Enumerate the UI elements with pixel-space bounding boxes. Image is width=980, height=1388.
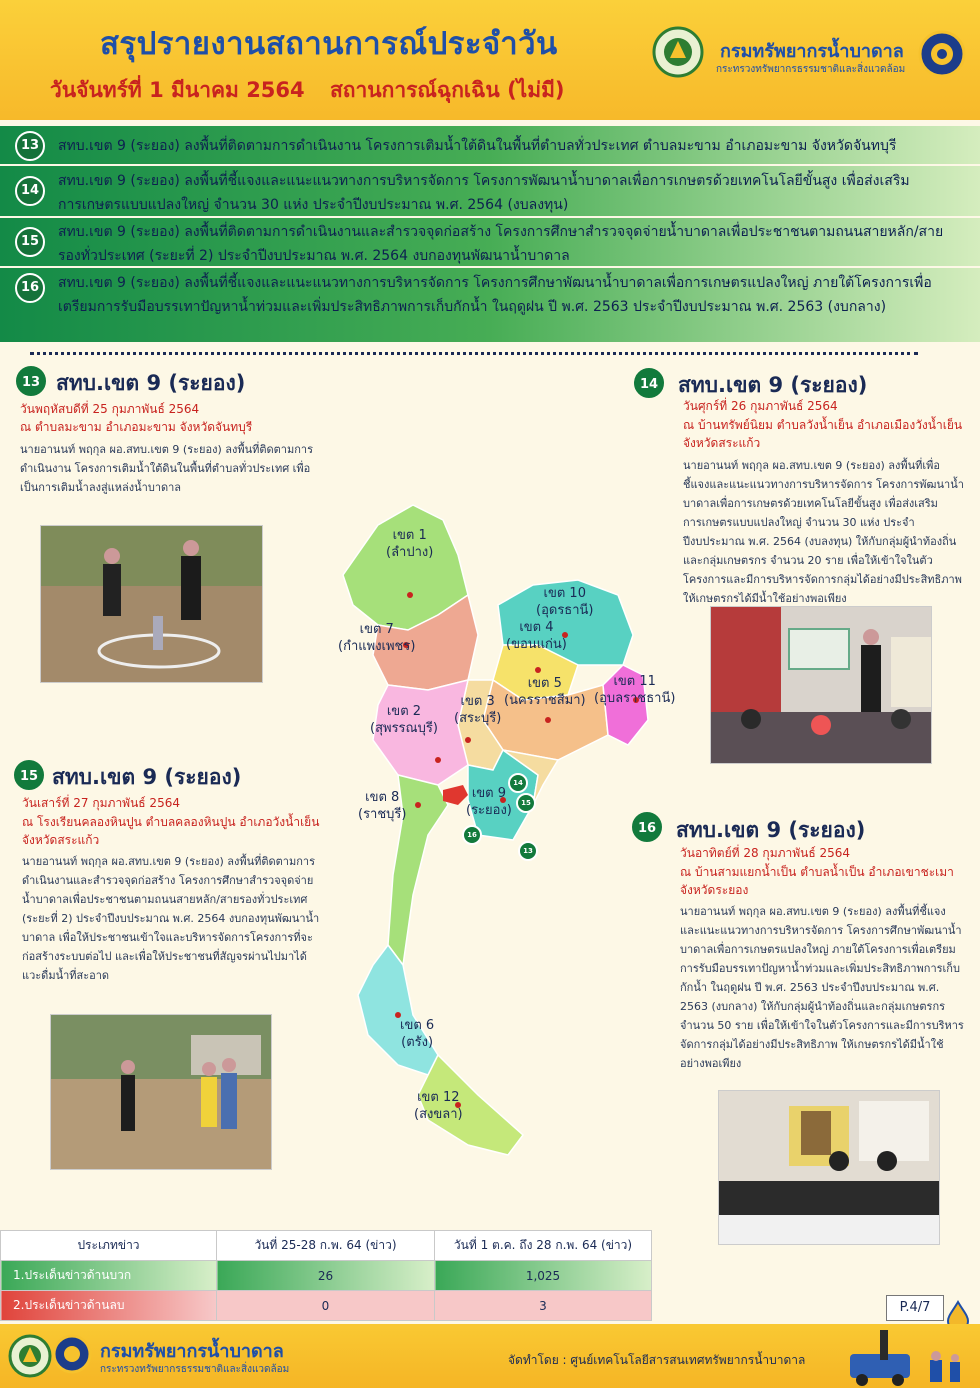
item-text: สทบ.เขต 9 (ระยอง) ลงพื้นที่ติดตามการดำเนินงาน โครงการเติมน้ำใต้ดินในพื้นที่ตำบลทั่วประเทศ ตำบลมะขาม อำเภอมะขาม จังหวัดจันทบุรี: [58, 138, 897, 154]
map-marker-15: 15: [516, 793, 536, 813]
footer-org-ministry: กระทรวงทรัพยากรธรรมชาติและสิ่งแวดล้อม: [100, 1364, 290, 1375]
section-number-badge: 14: [632, 366, 666, 400]
map-label-zone-8: เขต 8 (ราชบุรี): [358, 790, 407, 822]
ministry-emblem-icon: [52, 1332, 92, 1376]
news-item-16: [0, 268, 980, 344]
item-number-badge: 13: [15, 131, 45, 161]
news-item-15: [0, 218, 980, 268]
item-text: สทบ.เขต 9 (ระยอง) ลงพื้นที่ชี้แจงและแนะแนวทางการบริหารจัดการ โครงการพัฒนาน้ำบาดาลเพื่อการเกษตรด้วยเทคโนโลยีขั้นสูง เพื่อส่งเสริมการเกษตรแบบแปลงใหญ่ จำนวน 30 แห่ง ประจำปีงบประมาณ พ.ศ. 2564 (งบลงทุน): [58, 173, 910, 213]
map-label-zone-11: เขต 11 (อุบลราชธานี): [594, 674, 676, 706]
section-title: สทบ.เขต 9 (ระยอง): [56, 371, 246, 395]
section-date: วันศุกร์ที่ 26 กุมภาพันธ์ 2564: [683, 399, 838, 413]
section-title: สทบ.เขต 9 (ระยอง): [678, 373, 868, 397]
table-header-cell: วันที่ 25-28 ก.พ. 64 (ข่าว): [217, 1231, 435, 1261]
map-label-zone-12: เขต 12 (สงขลา): [414, 1090, 463, 1122]
section-number-badge: 16: [630, 810, 664, 844]
map-label-zone-2: เขต 2 (สุพรรณบุรี): [370, 704, 438, 736]
item-number-badge: 16: [15, 273, 45, 303]
item-number-badge: 15: [15, 227, 45, 257]
divider: [30, 352, 918, 355]
photo-groundwater-site: [40, 525, 263, 683]
section-body: นายอานนท์ พฤกุล ผอ.สทบ.เขต 9 (ระยอง) ลงพื้นที่เพื่อชี้แจงและแนะแนวทางการบริหารจัดการ โครงการพัฒนาน้ำบาดาลเพื่อการเกษตรด้วยเทคโนโลยีขั้นสูง เพื่อส่งเสริมการเกษตรแบบแปลงใหญ่ จำนวน 30 แห่ง ประจำปีงบประมาณ พ.ศ. 2564 (งบลงทุน) ให้กับกลุ่มผู้นำท้องถิ่น และกลุ่มเกษตรกร จำนวน 20 ราย เพื่อให้เข้าใจในตัวโครงการและมีการบริหารจัดการกลุ่มได้อย่างมีประสิทธิภาพ ให้เกษตรกรได้มีน้ำใช้อย่างพอเพียง: [683, 459, 964, 605]
photo-meeting-14: [710, 606, 932, 764]
map-label-zone-10: เขต 10 (อุดรธานี): [536, 586, 594, 618]
report-date-line: [50, 74, 583, 107]
thailand-groundwater-region-map: [318, 495, 676, 1165]
org-ministry: กระทรวงทรัพยากรธรรมชาติและสิ่งแวดล้อม: [716, 64, 906, 75]
header: [0, 0, 980, 120]
news-stats-table: [0, 1230, 652, 1321]
section-date: วันเสาร์ที่ 27 กุมภาพันธ์ 2564: [22, 796, 180, 810]
section-body: นายอานนท์ พฤกุล ผอ.สทบ.เขต 9 (ระยอง) ลงพื้นที่ชี้แจงและแนะแนวทางการบริหารจัดการ โครงการศึกษาพัฒนาน้ำบาดาลเพื่อการเกษตรแปลงใหญ่ ภายใต้โครงการเพื่อเตรียมการรับมือบรรเทาปัญหาน้ำท่วมและเพิ่มประสิทธิภาพการเก็บกักน้ำ ในฤดูฝน ปี พ.ศ. 2563 ประจำปีงบประมาณ พ.ศ. 2563 (งบกลาง) ให้กับกลุ่มผู้นำท้องถิ่นและกลุ่มเกษตรกร จำนวน 50 ราย เพื่อให้เข้าใจในตัวโครงการและมีการบริหารจัดการกลุ่มได้อย่างมีประสิทธิภาพ ให้เกษตรกรได้มีน้ำใช้อย่างพอเพียง: [680, 905, 964, 1070]
section-title: สทบ.เขต 9 (ระยอง): [676, 818, 866, 842]
page-title: สรุปรายงานสถานการณ์ประจำวัน: [100, 26, 558, 62]
map-label-zone-3: เขต 3 (สระบุรี): [454, 694, 502, 726]
map-label-zone-1: เขต 1 (ลำปาง): [386, 528, 434, 560]
report-date: วันจันทร์ที่ 1 มีนาคม 2564: [50, 78, 305, 102]
drilling-rig-icon: [840, 1326, 974, 1386]
table-cell: 1,025: [435, 1261, 652, 1291]
table-header-cell: ประเภทข่าว: [1, 1231, 217, 1261]
news-item-14: [0, 166, 980, 218]
section-place: ณ ตำบลมะขาม อำเภอมะขาม จังหวัดจันทบุรี: [20, 420, 253, 434]
section-date: วันอาทิตย์ที่ 28 กุมภาพันธ์ 2564: [680, 846, 851, 860]
section-place: ณ โรงเรียนคลองหินปูน ตำบลคลองหินปูน อำเภอวังน้ำเย็น จังหวัดสระแก้ว: [22, 815, 320, 847]
footer: [0, 1324, 980, 1388]
dgr-emblem-icon: [8, 1332, 52, 1380]
section-body: นายอานนท์ พฤกุล ผอ.สทบ.เขต 9 (ระยอง) ลงพื้นที่ติดตามการดำเนินงาน โครงการเติมน้ำใต้ดินในพื้นที่ตำบลทั่วประเทศ เพื่อเป็นการเติมน้ำลงสู่แหล่งน้ำบาดาล: [20, 443, 313, 494]
map-marker-14: 14: [508, 773, 528, 793]
news-item-13: [0, 126, 980, 166]
item-number-badge: 14: [15, 176, 45, 206]
table-cell: 1.ประเด็นข่าวด้านบวก: [1, 1261, 217, 1291]
ministry-emblem-icon: [918, 28, 966, 80]
map-label-zone-4: เขต 4 (ขอนแก่น): [506, 620, 567, 652]
table-cell: 26: [217, 1261, 435, 1291]
section-body: นายอานนท์ พฤกุล ผอ.สทบ.เขต 9 (ระยอง) ลงพื้นที่ติดตามการดำเนินงานและสำรวจจุดก่อสร้าง โครงการศึกษาสำรวจจุดจ่ายน้ำบาดาลเพื่อประชาชนตามถนนสายหลัก/สายรองทั่วประเทศ (ระยะที่ 2) ประจำปีงบประมาณ พ.ศ. 2564 งบกองทุนพัฒนาน้ำบาดาล เพื่อให้ประชาชนเข้าใจและบริหารจัดการโครงการที่จะก่อสร้างระบบต่อไป และเพื่อให้ประชาชนที่สัญจรผ่านไปมาได้แวะดื่มน้ำที่สะอาด: [22, 855, 320, 982]
footer-org-name: กรมทรัพยากรน้ำบาดาล: [100, 1341, 284, 1362]
table-cell: 2.ประเด็นข่าวด้านลบ: [1, 1291, 217, 1321]
map-label-zone-7: เขต 7 (กำแพงเพชร): [338, 622, 416, 654]
org-name: กรมทรัพยากรน้ำบาดาล: [720, 41, 904, 62]
item-text: สทบ.เขต 9 (ระยอง) ลงพื้นที่ชี้แจงและแนะแนวทางการบริหารจัดการ โครงการศึกษาพัฒนาน้ำบาดาลเพื่อการเกษตรแปลงใหญ่ ภายใต้โครงการเพื่อเตรียมการรับมือบรรเทาปัญหาน้ำท่วมและเพิ่มประสิทธิภาพการเก็บกักน้ำ ในฤดูฝน ปี พ.ศ. 2563 ประจำปีงบประมาณ พ.ศ. 2563 (งบกลาง): [58, 275, 932, 315]
emergency-status: สถานการณ์ฉุกเฉิน (ไม่มี): [329, 78, 565, 102]
section-place: ณ บ้านสามแยกน้ำเป็น ตำบลน้ำเป็น อำเภอเขาชะเมา จังหวัดระยอง: [680, 865, 954, 897]
footer-credit: จัดทำโดย : ศูนย์เทคโนโลยีสารสนเทศทรัพยากรน้ำบาดาล: [508, 1353, 806, 1367]
section-number-badge: 13: [14, 364, 48, 398]
map-marker-16: 16: [462, 825, 482, 845]
section-place: ณ บ้านทรัพย์นิยม ตำบลวังน้ำเย็น อำเภอเมืองวังน้ำเย็น จังหวัดสระแก้ว: [683, 418, 963, 450]
section-title: สทบ.เขต 9 (ระยอง): [52, 765, 242, 789]
photo-school-site: [50, 1014, 272, 1170]
section-date: วันพฤหัสบดีที่ 25 กุมภาพันธ์ 2564: [20, 402, 200, 416]
table-cell: 0: [217, 1291, 435, 1321]
table-row-positive: [1, 1261, 652, 1291]
table-row-negative: [1, 1291, 652, 1321]
table-cell: 3: [435, 1291, 652, 1321]
section-number-badge: 15: [12, 758, 46, 792]
map-label-zone-9: เขต 9 (ระยอง): [466, 786, 512, 818]
page-number: P.4/7: [886, 1295, 944, 1321]
table-header-cell: วันที่ 1 ต.ค. ถึง 28 ก.พ. 64 (ข่าว): [435, 1231, 652, 1261]
table-header-row: [1, 1231, 652, 1261]
map-graphic: [318, 495, 676, 1165]
item-text: สทบ.เขต 9 (ระยอง) ลงพื้นที่ติดตามการดำเนินงานและสำรวจจุดก่อสร้าง โครงการศึกษาสำรวจจุดจ่ายน้ำบาดาลเพื่อประชาชนตามถนนสายหลัก/สายรองทั่วประเทศ (ระยะที่ 2) ประจำปีงบประมาณ พ.ศ. 2564 งบกองทุนพัฒนาน้ำบาดาล: [58, 224, 944, 264]
map-label-zone-5: เขต 5 (นครราชสีมา): [504, 676, 586, 708]
map-label-zone-6: เขต 6 (ตรัง): [400, 1018, 435, 1050]
dgr-emblem-icon: [652, 24, 704, 80]
photo-meeting-16: [718, 1090, 940, 1245]
map-marker-13: 13: [518, 841, 538, 861]
